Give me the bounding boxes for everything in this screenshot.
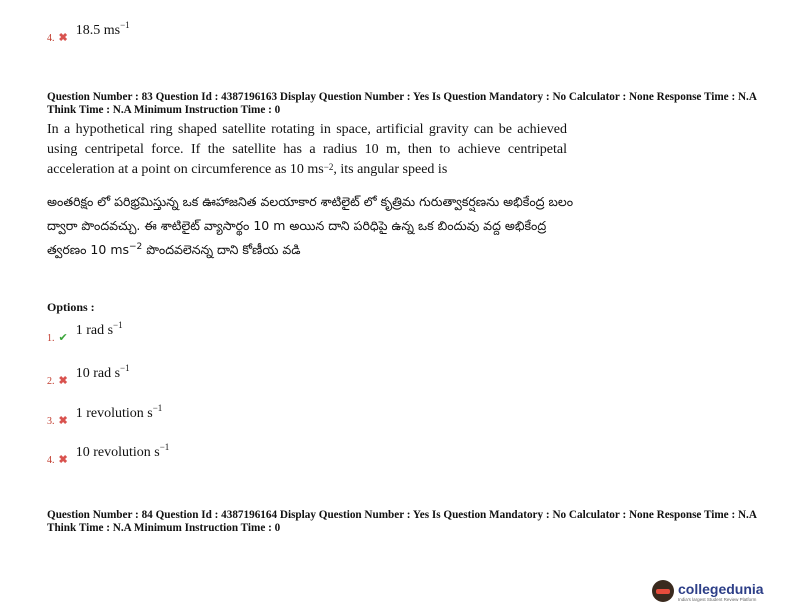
option-text: 1 revolution $s^{-1}$ — [75, 403, 163, 421]
collegedunia-logo-icon — [652, 580, 674, 602]
option-4 — [47, 442, 170, 466]
wrong-mark-icon: ✖ — [58, 375, 68, 387]
option-number: 1. — [47, 333, 55, 344]
option-3 — [47, 403, 163, 427]
wrong-mark-icon: ✖ — [58, 32, 68, 44]
options-label: Options : — [47, 300, 95, 314]
wrong-mark-icon: ✖ — [58, 454, 68, 466]
option-number: 4. — [47, 33, 55, 44]
correct-check-icon: ✔ — [58, 332, 68, 344]
option-text: 18.5 $ms^{-1}$ — [75, 20, 130, 38]
option-number: 4. — [47, 455, 55, 466]
question-84-meta: Question Number : 84 Question Id : 4387196164 Display Question Number : Yes Is Question Mandatory : No Calculator : None Response Time : N.A Think Time : N.A Minimum Instruction Time : 0 — [47, 509, 757, 534]
option-text: 10 revolution $s^{-1}$ — [75, 442, 170, 460]
option-2 — [47, 363, 130, 387]
option-number: 3. — [47, 416, 55, 427]
brand-watermark — [652, 580, 764, 602]
option-text: 10 rad $s^{-1}$ — [75, 363, 130, 381]
question-83-meta: Question Number : 83 Question Id : 4387196163 Display Question Number : Yes Is Question Mandatory : No Calculator : None Response Time : N.A Think Time : N.A Minimum Instruction Time : 0 — [47, 91, 757, 116]
option-number: 2. — [47, 376, 55, 387]
option-1 — [47, 320, 123, 344]
question-83-english-text: In a hypothetical ring shaped satellite rotating in space, artificial gravity can be achieved using centripetal force. If the satellite has a radius 10 m, then to achieve centripetal acceleration at a point on circumference as 10 $ms^{-2}$, its angular speed is — [47, 122, 567, 177]
option-text: 1 rad $s^{-1}$ — [75, 320, 123, 338]
brand-tagline: India's largest Student Review Platform — [678, 596, 757, 602]
brand-name: collegedunia — [678, 580, 764, 597]
prev-option-4 — [47, 20, 130, 44]
question-83-telugu-text: అంతరిక్షం లో పరిభ్రమిస్తున్న ఒక ఊహాజనిత వలయాకార శాటిలైట్ లో కృత్రిమ గురుత్వాకర్షణను అభికేంద్ర బలం ద్వారా పొందవచ్చు. ఈ శాటిలైట్ వ్యాసార్థం 10 m అయిన దాని పరిధిపై ఉన్న ఒక బిందువు వద్ద అభికేంద్ర త్వరణం 10 $ms^{-2}$ పొందవలెనన్న దాని కోణీయ వడి — [47, 194, 574, 257]
wrong-mark-icon: ✖ — [58, 415, 68, 427]
